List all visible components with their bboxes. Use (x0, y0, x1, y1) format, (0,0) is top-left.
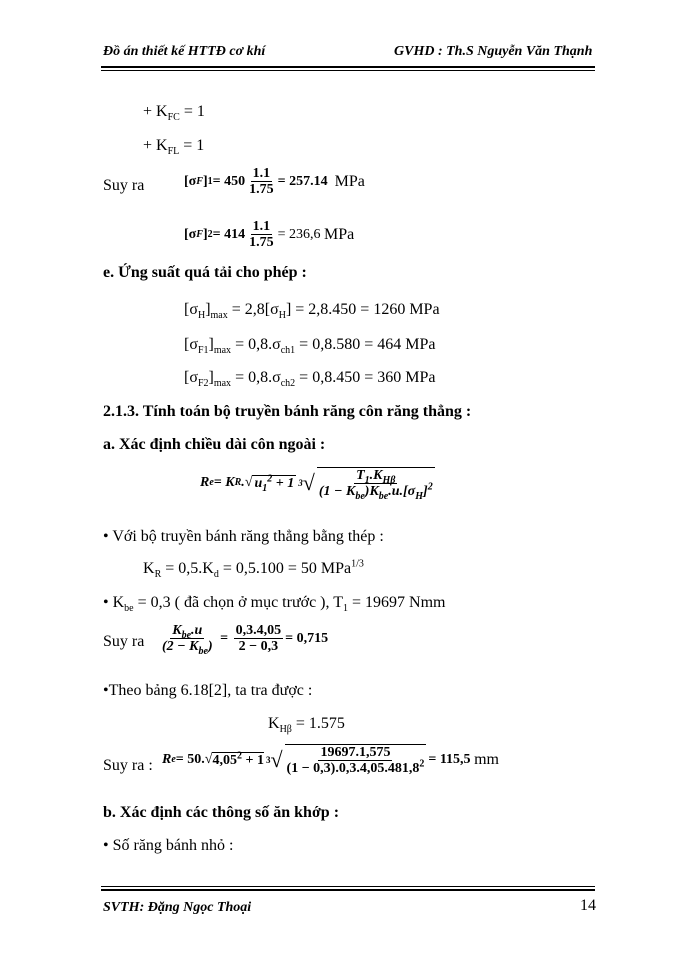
re-numeric-formula: R e = 50.√ $4,05^2 + 1$ 3 √ $\frac{19697.1,575}{(1 - 0,3).0,3.4,05.481,8^2}$ = 115,5 mm (162, 745, 499, 776)
kfl-line: + $K_{FL} = 1$ (143, 137, 205, 158)
theo-bang-line: •Theo bảng 6.18[2], ta tra được : (103, 682, 313, 699)
kr-line: $K_R = 0,5.K_d = 0,5.100 = 50$ MPa$^{1/3}$ (143, 558, 364, 581)
bullet-steel: • Với bộ truyền bánh răng thẳng bằng thép : (103, 528, 384, 545)
bullet-so-rang: • Số răng bánh nhỏ : (103, 837, 234, 854)
kbe-line: • $K_{be} = 0,3$ ( đã chọn ở mục trước ), $T_1 = 19697$ Nmm (103, 594, 446, 615)
header-right: GVHD : Th.S Nguyễn Văn Thạnh (394, 44, 593, 59)
sigma-f2-max-line: $[\sigma_{F2}]_{max} = 0,8.\sigma_{ch2} = 0,8.450 = 360$ MPa (184, 369, 436, 390)
suy-ra-label-2: Suy ra (103, 633, 145, 650)
sigma-f1-max-line: $[\sigma_{F1}]_{max} = 0,8.\sigma_{ch1} = 0,8.580 = 464$ MPa (184, 336, 436, 357)
suy-ra-label: Suy ra (103, 177, 145, 194)
sigma-f2-formula: [σ F ] 2 = 414 $\frac{1.1}{1.75}$ = 236,6 MPa (184, 219, 355, 250)
kfc-line: + $K_{FC} = 1$ (143, 103, 205, 124)
ratio-formula: $\frac{K_{be}.u}{(2 - K_{be})}$ = $\frac{0,3.4,05}{2 - 0,3}$ = 0,715 (162, 623, 329, 657)
footer-rule-thin (101, 886, 595, 887)
header-rule (101, 66, 595, 68)
header-left: Đồ án thiết kế HTTĐ cơ khí (103, 44, 266, 59)
heading-2-1-3: 2.1.3. Tính toán bộ truyền bánh răng côn răng thẳng : (103, 403, 472, 420)
khb-line: $K_{H\beta} = 1.575$ (268, 715, 345, 736)
sigma-f1-formula: [σ F ] 1 = 450 $\frac{1.1}{1.75}$ = 257.14 MPa (184, 166, 365, 197)
sigma-h-max-line: $[\sigma_H]_{max} = 2,8[\sigma_H] = 2,8.450 = 1260$ MPa (184, 301, 440, 322)
footer-left: SVTH: Đặng Ngọc Thoại (103, 900, 252, 915)
footer-rule (101, 889, 595, 891)
heading-a: a. Xác định chiều dài côn ngoài : (103, 436, 326, 453)
suy-ra-label-3: Suy ra : (103, 757, 153, 774)
heading-e: e. Ứng suất quá tải cho phép : (103, 264, 307, 281)
header-rule-thin (101, 70, 595, 71)
re-formula: R e = K R .√ $u_1^2 + 1$ 3 √ $\frac{T_1.K_{H\beta}}{(1 - K_{be})K_{be}.u.[\sigma_H]^2}$ (200, 468, 433, 502)
heading-b: b. Xác định các thông số ăn khớp : (103, 804, 340, 821)
page-number: 14 (580, 897, 596, 914)
